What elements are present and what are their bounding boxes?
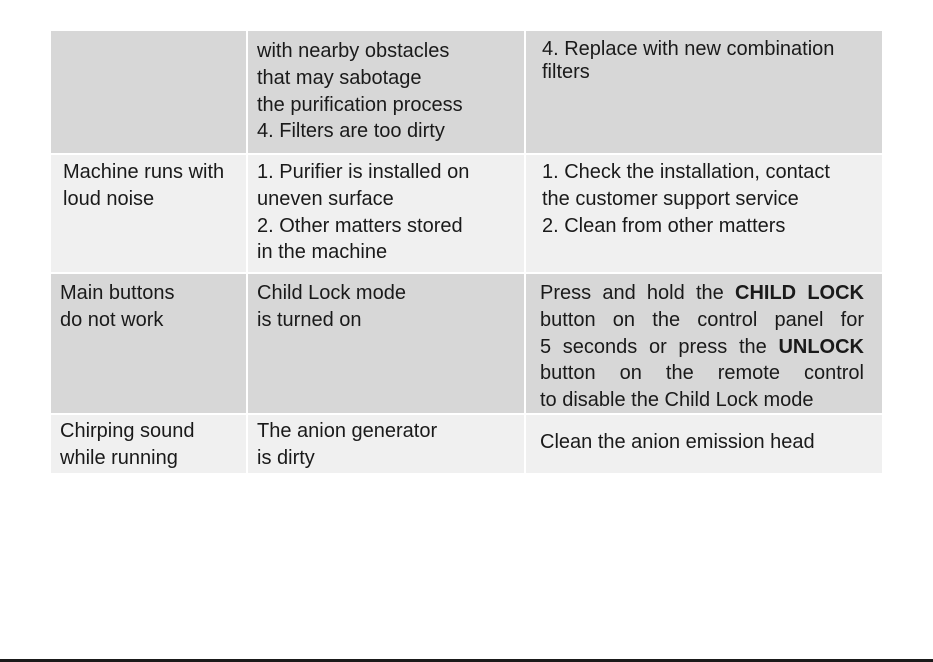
solution-cell	[526, 155, 882, 272]
problem-cell	[51, 274, 246, 413]
solution-line: the customer support service	[542, 187, 799, 210]
solution-cell	[526, 31, 882, 153]
solution-line	[540, 334, 864, 361]
problem-line: Chirping sound	[60, 420, 195, 442]
cause-line: is turned on	[257, 308, 362, 331]
problem-line: loud noise	[63, 187, 155, 210]
cause-line: The anion generator	[257, 420, 438, 442]
child-lock-label: CHILD LOCK	[735, 282, 865, 304]
table-row	[51, 415, 882, 473]
solution-line: to disable the Child Lock mode	[540, 389, 814, 412]
solution-line: filters	[542, 61, 590, 83]
solution-line: button on the remote control	[540, 362, 864, 385]
solution-line: button on the control panel for	[540, 308, 864, 331]
cause-line: 2. Other matters stored	[257, 214, 463, 237]
cause-line: 4. Filters are too dirty	[257, 120, 445, 143]
cause-line: the purification process	[257, 93, 463, 116]
table-row	[51, 31, 882, 153]
problem-cell	[51, 415, 246, 473]
solution-cell	[526, 274, 882, 413]
cause-cell	[248, 415, 524, 473]
problem-line: Machine runs with	[63, 161, 225, 183]
cause-cell	[248, 274, 524, 413]
problem-cell	[51, 155, 246, 272]
problem-line: while running	[60, 446, 178, 469]
cause-line: uneven surface	[257, 187, 394, 210]
cause-line: that may sabotage	[257, 66, 422, 89]
table-row	[51, 274, 882, 413]
solution-text: 5 seconds or press the	[540, 335, 767, 358]
problem-line: Main buttons	[60, 282, 175, 304]
cause-cell	[248, 155, 524, 272]
cause-line: is dirty	[257, 446, 315, 469]
solution-cell	[526, 415, 882, 473]
problem-cell	[51, 31, 246, 153]
solution-line: Clean the anion emission head	[540, 431, 815, 453]
problem-line: do not work	[60, 308, 164, 331]
troubleshooting-table	[51, 31, 882, 475]
cause-line: with nearby obstacles	[257, 40, 450, 62]
cause-line: in the machine	[257, 241, 388, 264]
solution-text: Press and hold the	[540, 282, 724, 304]
cause-line: 1. Purifier is installed on	[257, 161, 470, 183]
unlock-label: UNLOCK	[778, 335, 864, 358]
solution-line: 2. Clean from other matters	[542, 214, 786, 237]
cause-cell	[248, 31, 524, 153]
cause-line: Child Lock mode	[257, 282, 406, 304]
solution-line: 4. Replace with new combination	[542, 38, 835, 60]
solution-line: 1. Check the installation, contact	[542, 161, 830, 183]
solution-line	[540, 280, 864, 307]
table-row	[51, 155, 882, 272]
